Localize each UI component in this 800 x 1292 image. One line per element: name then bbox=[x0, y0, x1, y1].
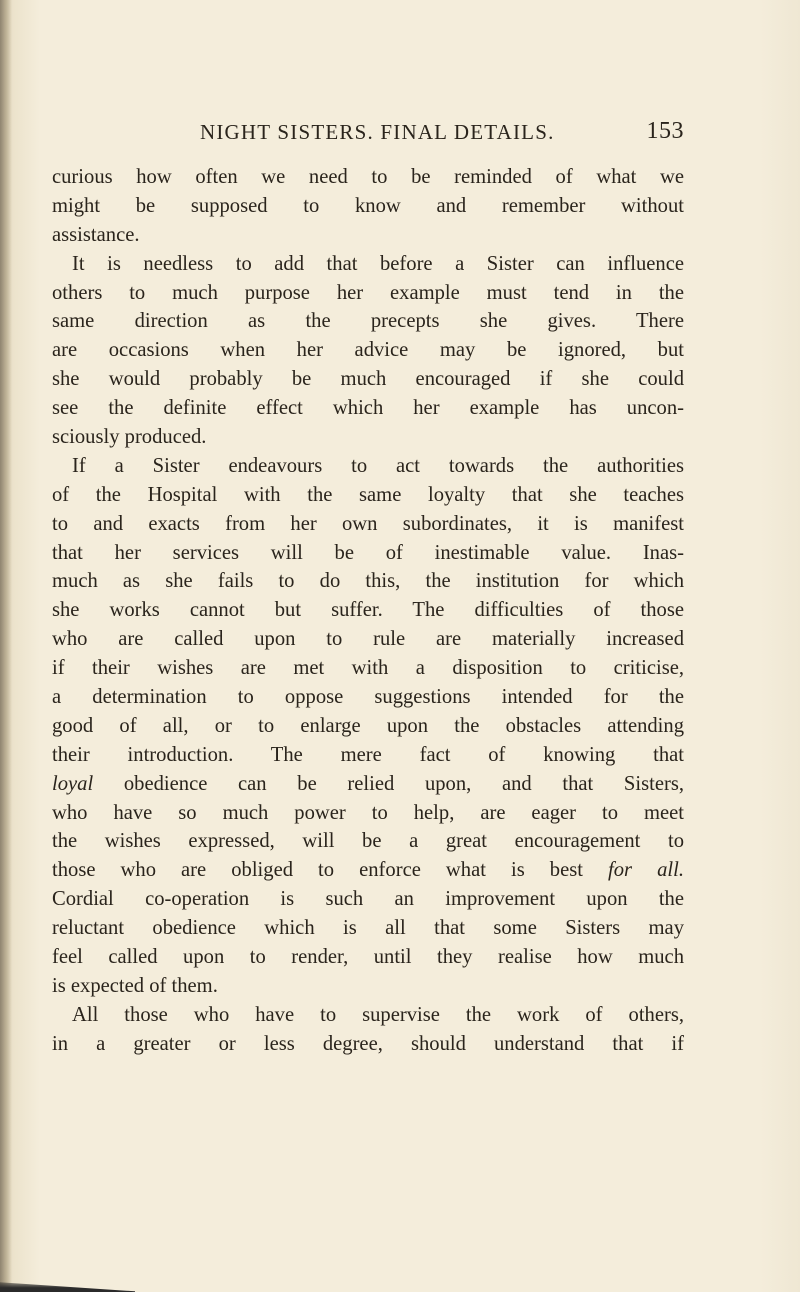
text-line: are occasions when her advice may be ignored, but bbox=[52, 339, 684, 362]
text-line: Cordial co-operation is such an improvement upon the bbox=[52, 888, 684, 911]
text-line: good of all, or to enlarge upon the obstacles attending bbox=[52, 714, 684, 737]
text-line: their introduction. The mere fact of knowing that bbox=[52, 743, 684, 766]
text-line: see the definite effect which her example has uncon- bbox=[52, 397, 684, 420]
running-title: NIGHT SISTERS. FINAL DETAILS. bbox=[200, 120, 555, 144]
text-line: that her services will be of inestimable value. Inas- bbox=[52, 541, 684, 564]
text-line: same direction as the precepts she gives. There bbox=[52, 310, 684, 333]
text-line: she would probably be much encouraged if she could bbox=[52, 368, 684, 391]
text-line-start: those who are obliged to enforce what is best bbox=[52, 859, 583, 882]
italic-word-loyal: loyal bbox=[52, 772, 94, 795]
text-line-with-italic bbox=[52, 856, 684, 885]
text-line: feel called upon to render, until they realise how much bbox=[52, 946, 684, 969]
text-line: assistance. bbox=[52, 223, 140, 246]
text-line: others to much purpose her example must tend in the bbox=[52, 281, 684, 304]
text-line: to and exacts from her own subordinates, it is manifest bbox=[52, 512, 684, 535]
text-line: a determination to oppose suggestions intended for the bbox=[52, 686, 684, 709]
text-line: If a Sister endeavours to act towards the authorities bbox=[72, 454, 684, 477]
text-line: she works cannot but suffer. The difficulties of those bbox=[52, 599, 684, 622]
running-head bbox=[200, 120, 684, 150]
page-number: 153 bbox=[646, 118, 684, 144]
text-line: in a greater or less degree, should understand that if bbox=[52, 1032, 684, 1055]
text-line-with-italic bbox=[52, 770, 684, 799]
text-line-rest: obedience can be relied upon, and that Sisters, bbox=[123, 772, 684, 795]
page-edge-shadow bbox=[0, 1278, 135, 1292]
text-line: is expected of them. bbox=[52, 974, 218, 997]
body-text bbox=[52, 163, 684, 1059]
text-line: of the Hospital with the same loyalty that she teaches bbox=[52, 483, 684, 506]
text-line: It is needless to add that before a Sister can influence bbox=[72, 252, 684, 275]
text-line: the wishes expressed, will be a great encouragement to bbox=[52, 830, 684, 853]
text-line: much as she fails to do this, the institution for which bbox=[52, 570, 684, 593]
text-line: All those who have to supervise the work of others, bbox=[72, 1003, 684, 1026]
text-line: if their wishes are met with a disposition to criticise, bbox=[52, 657, 684, 680]
text-line: who have so much power to help, are eager to meet bbox=[52, 801, 684, 824]
text-line: might be supposed to know and remember without bbox=[52, 194, 684, 217]
text-line: sciously produced. bbox=[52, 426, 207, 449]
gutter-shadow bbox=[0, 0, 12, 1292]
text-line: who are called upon to rule are materially increased bbox=[52, 628, 684, 651]
text-line: reluctant obedience which is all that some Sisters may bbox=[52, 917, 684, 940]
italic-phrase-for-all: for all. bbox=[608, 859, 684, 882]
text-line: curious how often we need to be reminded of what we bbox=[52, 166, 684, 188]
